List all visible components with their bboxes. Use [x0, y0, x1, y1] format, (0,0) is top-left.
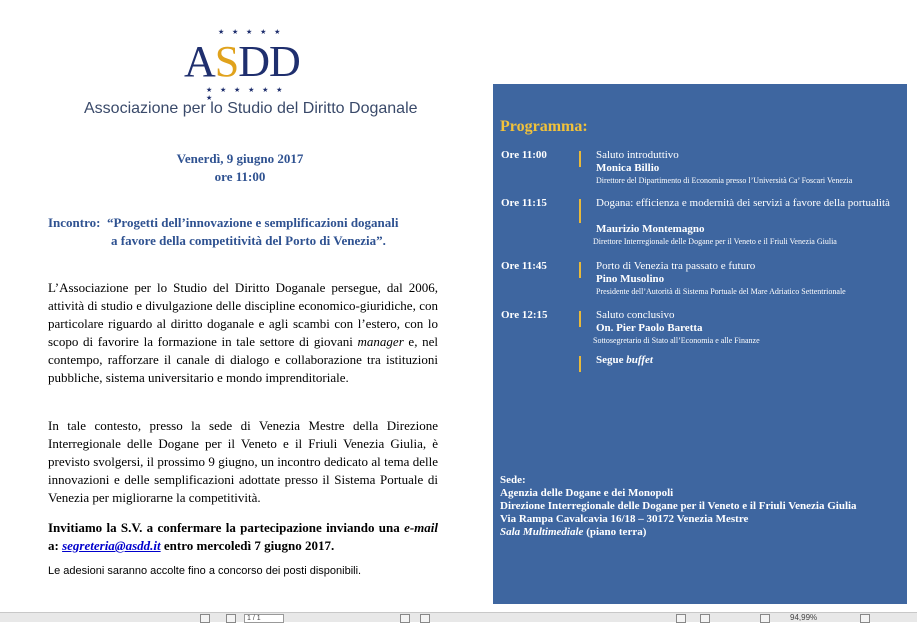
program-closing	[596, 354, 653, 367]
program-time: Ore 11:15	[501, 197, 547, 209]
program-item-title: Dogana: efficienza e modernità dei servizi a favore della portualità	[596, 197, 890, 209]
association-name: Associazione per lo Studio del Diritto Doganale	[84, 100, 418, 117]
zoom-in-icon[interactable]	[860, 614, 870, 623]
event-title-label: Incontro:	[48, 215, 101, 230]
program-item-title: Porto di Venezia tra passato e futuro	[596, 260, 756, 272]
logo-letters-dd: DD	[238, 37, 300, 86]
program-speaker-role: Direttore Interregionale delle Dogane per il Veneto e il Friuli Venezia Giulia	[593, 237, 837, 246]
print-icon[interactable]	[400, 614, 410, 623]
program-speaker: Maurizio Montemagno	[596, 223, 705, 235]
logo-letter-a: A	[184, 37, 215, 86]
asdd-logo	[184, 28, 300, 102]
venue-label: Sede:	[500, 474, 526, 486]
single-page-view-icon[interactable]	[676, 614, 686, 623]
logo-letter-s: S	[214, 37, 239, 86]
program-divider	[579, 356, 581, 372]
two-page-view-icon[interactable]	[700, 614, 710, 623]
venue-line3: Via Rampa Cavalcavia 16/18 – 30172 Venezia Mestre	[500, 513, 749, 525]
invitation-text-mid: a:	[48, 538, 63, 553]
paragraph-invitation	[48, 519, 438, 555]
program-divider	[579, 199, 581, 223]
program-divider	[579, 262, 581, 278]
venue-floor: (piano terra)	[583, 526, 647, 538]
invitation-email-label: e-mail	[404, 520, 438, 535]
program-speaker: On. Pier Paolo Baretta	[596, 322, 703, 334]
paragraph-intro-italic: manager	[357, 334, 404, 349]
event-date-time: ore 11:00	[214, 169, 266, 184]
previous-page-icon[interactable]	[200, 614, 210, 623]
paragraph-context: In tale contesto, presso la sede di Venezia Mestre della Direzione Interregionale delle Dogane per il Veneto e il Friuli Venezia Giulia, è previsto svolgersi, il prossimo 9 giugno, un incontro dedicato al tema delle innovazioni e delle semplificazioni adottate presso il Sistema Portuale di Venezia per migliorarne la competitività.	[48, 418, 438, 505]
venue-line1: Agenzia delle Dogane e dei Monopoli	[500, 487, 674, 499]
program-speaker-role: Direttore del Dipartimento di Economia presso l’Università Ca’ Foscari Venezia	[596, 176, 853, 185]
program-speaker-role: Sottosegretario di Stato all’Economia e alle Finanze	[593, 336, 760, 345]
logo-stars-bottom: ★ ★ ★ ★ ★ ★ ★	[206, 86, 286, 102]
paragraph-note: Le adesioni saranno accolte fino a concorso dei posti disponibili.	[48, 565, 362, 577]
event-date-day: Venerdì, 9 giugno 2017	[176, 151, 304, 166]
program-time: Ore 11:45	[501, 260, 547, 272]
program-time: Ore 12:15	[501, 309, 548, 321]
program-speaker: Monica Billio	[596, 162, 660, 174]
event-title-line1: “Progetti dell’innovazione e semplificazioni doganali	[106, 215, 399, 230]
event-date	[140, 150, 340, 186]
email-link[interactable]: segreteria@asdd.it	[62, 538, 161, 553]
zoom-level[interactable]: 94,99%	[790, 613, 818, 622]
program-title: Programma:	[500, 118, 588, 135]
next-page-icon[interactable]	[226, 614, 236, 623]
venue-line2: Direzione Interregionale delle Dogane per il Veneto e il Friuli Venezia Giulia	[500, 500, 857, 512]
program-speaker: Pino Musolino	[596, 273, 665, 285]
program-divider	[579, 151, 581, 167]
program-item-title: Saluto introduttivo	[596, 149, 679, 161]
venue-room: Sala Multimediale	[500, 526, 584, 538]
program-panel	[493, 84, 907, 604]
program-item-title: Saluto conclusivo	[596, 309, 675, 321]
logo-stars-top: ★ ★ ★ ★ ★	[218, 28, 284, 36]
paragraph-intro-text: L’Associazione per lo Studio del Diritto Doganale persegue, dal 2006, attività di studio e divulgazione delle discipline economico-giuridiche, con particolare riguardo al diritto doganale e agli scambi con l’estero, con lo scopo di favorire la formazione in tale settore di giovani	[48, 280, 438, 349]
program-closing-italic: buffet	[626, 354, 653, 366]
program-divider	[579, 311, 581, 327]
zoom-out-icon[interactable]	[760, 614, 770, 623]
program-closing-text: Segue	[596, 354, 627, 366]
venue-block	[500, 474, 900, 539]
invitation-text: Invitiamo la S.V. a confermare la partecipazione inviando una	[48, 520, 405, 535]
program-time: Ore 11:00	[501, 149, 547, 161]
event-title-line2: a favore della competitività del Porto di Venezia”.	[111, 233, 386, 248]
event-title	[48, 214, 448, 250]
paragraph-intro	[48, 279, 438, 387]
export-icon[interactable]	[420, 614, 430, 623]
paragraph-intro-text-end: e, nel contempo, rafforzare il canale di dialogo e collaborazione tra istituzioni pubbliche, sistema universitario e mondo imprenditoriale.	[48, 334, 438, 385]
program-speaker-role: Presidente dell’Autorità di Sistema Portuale del Mare Adriatico Settentrionale	[596, 287, 846, 296]
invitation-text-end: entro mercoledì 7 giugno 2017.	[160, 538, 335, 553]
logo-letters	[184, 37, 300, 86]
page-number-input[interactable]: 1 / 1	[244, 614, 284, 623]
